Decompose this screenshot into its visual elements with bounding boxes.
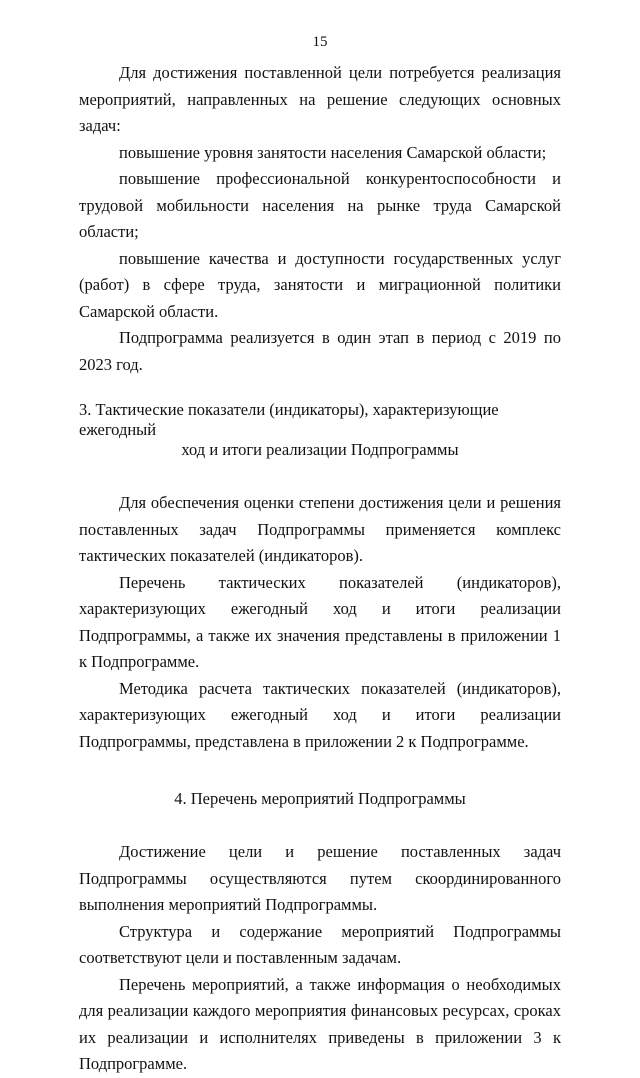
section4-heading xyxy=(79,789,561,809)
page-number: 15 xyxy=(312,34,328,50)
section2-task-2: повышение профессиональной конкурентоспособности и трудовой мобильности населения на рынке труда Самарской области; xyxy=(79,169,561,241)
section3-heading-line-2: ход и итоги реализации Подпрограммы xyxy=(181,440,459,459)
section2-paragraph-1: Для достижения поставленной цели потребуется реализация мероприятий, направленных на решение следующих основных задач: xyxy=(79,63,561,135)
section4-paragraph-1: Достижение цели и решение поставленных задач Подпрограммы осуществляются путем скоординированного выполнения мероприятий Подпрограммы. xyxy=(79,842,561,914)
section3-paragraph-2: Перечень тактических показателей (индикаторов), характеризующих ежегодный ход и итоги реализации Подпрограммы, а также их значения представлены в приложении 1 к Подпрограмме. xyxy=(79,572,561,671)
page-body xyxy=(79,60,561,1078)
section3-paragraph-1: Для обеспечения оценки степени достижения цели и решения поставленных задач Подпрограммы применяется комплекс тактических показателей (индикаторов). xyxy=(79,493,561,565)
section4-paragraph-3: Перечень мероприятий, а также информация о необходимых для реализации каждого мероприятия финансовых ресурсах, сроках их реализации и исполнителях приведены в приложении 3 к Подпрограмме. xyxy=(79,974,561,1073)
section2-task-1: повышение уровня занятости населения Самарской области; xyxy=(119,142,547,162)
section3-heading xyxy=(79,400,561,460)
section3-heading-line-1: 3. Тактические показатели (индикаторы), характеризующие ежегодный xyxy=(79,400,499,439)
section4-paragraph-2: Структура и содержание мероприятий Подпрограммы соответствуют цели и поставленным задачам. xyxy=(79,921,561,967)
section3-paragraph-3: Методика расчета тактических показателей (индикаторов), характеризующих ежегодный ход и итоги реализации Подпрограммы, представлена в приложении 2 к Подпрограмме. xyxy=(79,678,561,751)
section4-heading-text: 4. Перечень мероприятий Подпрограммы xyxy=(174,789,466,808)
section2-period: Подпрограмма реализуется в один этап в период с 2019 по 2023 год. xyxy=(79,328,561,374)
section2-task-3: повышение качества и доступности государственных услуг (работ) в сфере труда, занятости и миграционной политики Самарской области. xyxy=(79,248,561,321)
